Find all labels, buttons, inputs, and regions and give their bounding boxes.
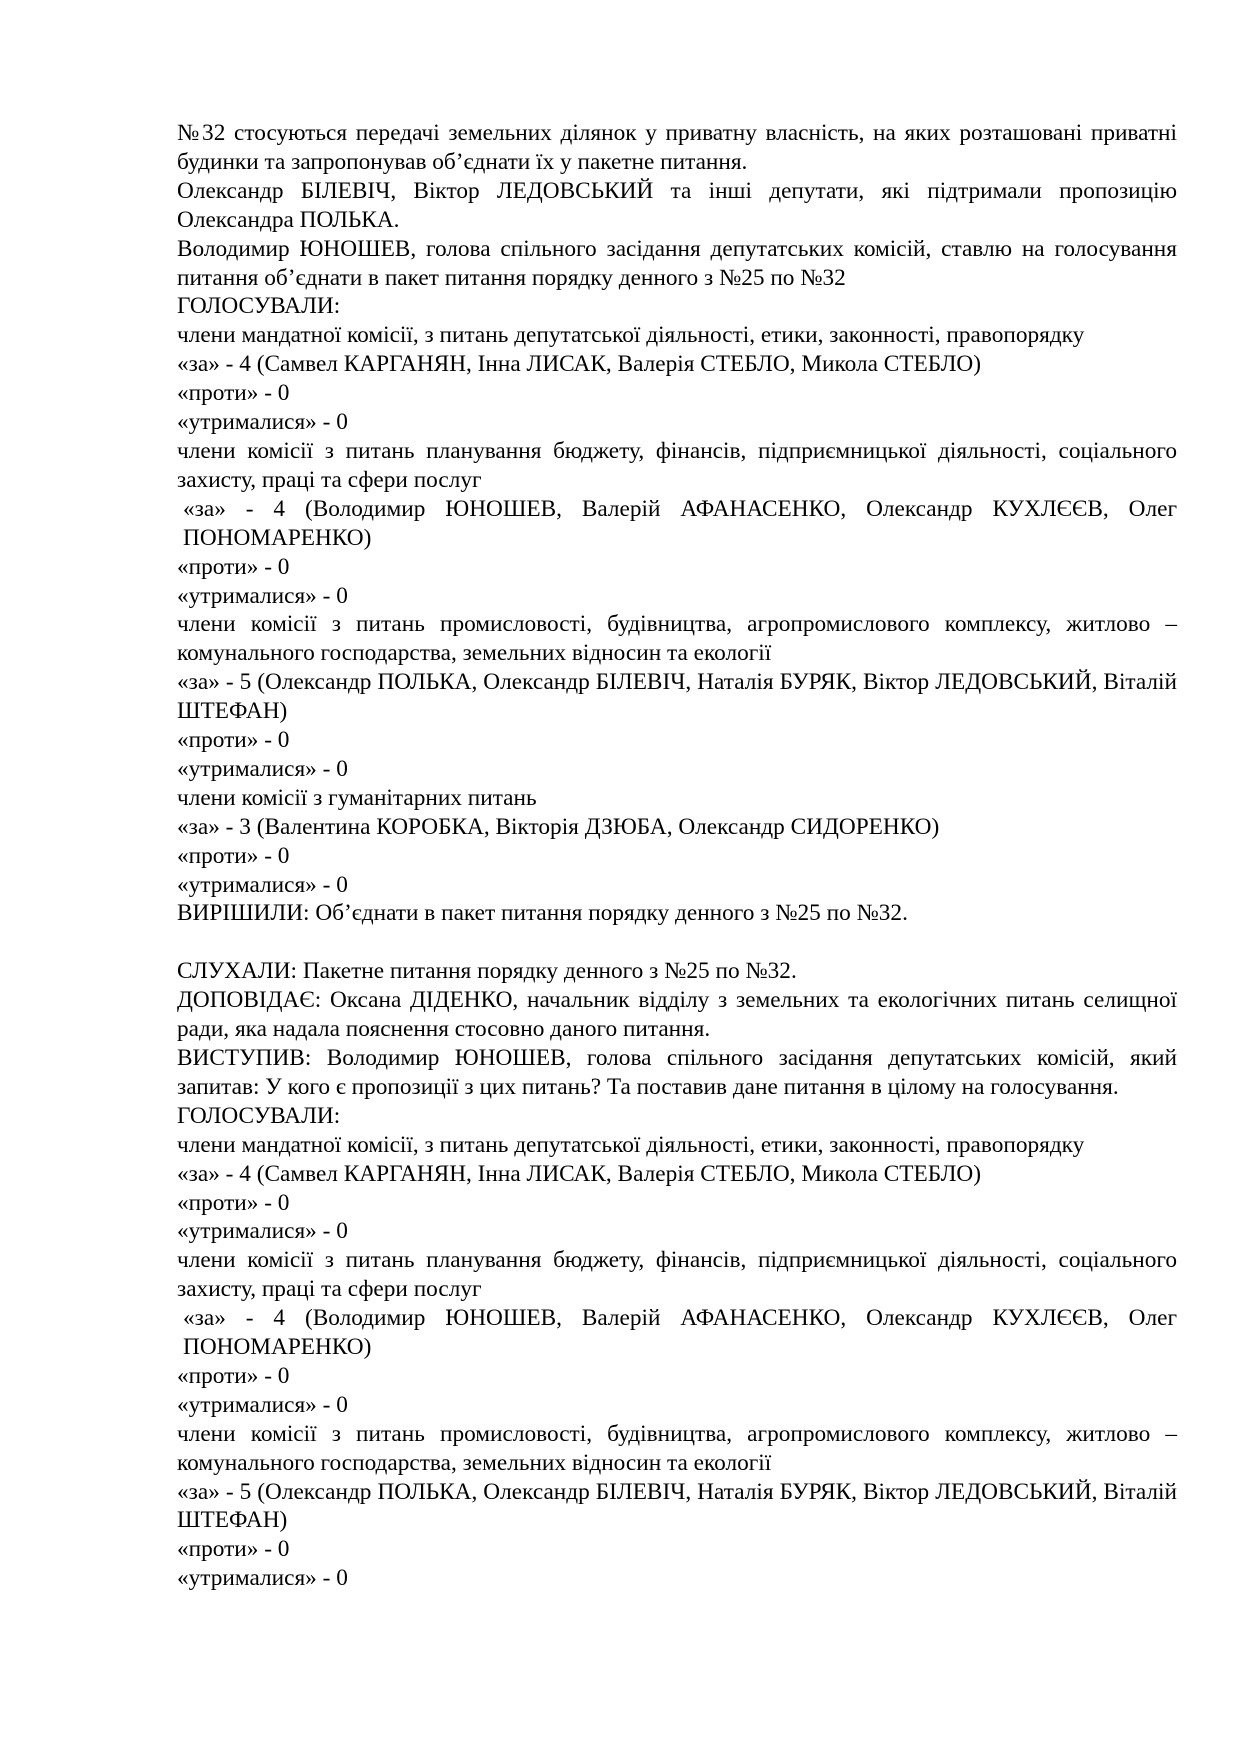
vote-against: «проти» - 0 [177,1189,290,1216]
vote-against: «проти» - 0 [177,727,290,754]
document-page [177,119,1177,1593]
reporter: ДОПОВІДАЄ: Оксана ДІДЕНКО, начальник відділу з земельних та екологічних питань селищної ради, яка надала пояснення стосовно даного питання. [177,987,1177,1043]
voting-heading: ГОЛОСУВАЛИ: [177,293,341,320]
vote-for: «за» - 4 (Володимир ЮНОШЕВ, Валерій АФАНАСЕНКО, Олександр КУХЛЄЄВ, Олег ПОНОМАРЕНКО) [183,1305,1177,1361]
committee-mandate: члени мандатної комісії, з питань депутатської діяльності, етики, законності, правопорядку [177,1131,1085,1158]
paragraph-support: Олександр БІЛЕВІЧ, Віктор ЛЕДОВСЬКИЙ та інші депутати, які підтримали пропозицію Олександра ПОЛЬКА. [177,177,1177,233]
vote-for: «за» - 5 (Олександр ПОЛЬКА, Олександр БІЛЕВІЧ, Наталія БУРЯК, Віктор ЛЕДОВСЬКИЙ, Віталій ШТЕФАН) [177,669,1177,725]
vote-against: «проти» - 0 [177,842,290,869]
paragraph-gap [177,928,1177,957]
speaker: ВИСТУПИВ: Володимир ЮНОШЕВ, голова спільного засідання депутатських комісій, який запитав: У кого є пропозиції з цих питань? Та поставив дане питання в цілому на голосування. [177,1044,1177,1100]
vote-for: «за» - 4 (Самвел КАРГАНЯН, Інна ЛИСАК, Валерія СТЕБЛО, Микола СТЕБЛО) [177,351,981,378]
vote-abstain: «утрималися» - 0 [177,409,348,436]
vote-for: «за» - 5 (Олександр ПОЛЬКА, Олександр БІЛЕВІЧ, Наталія БУРЯК, Віктор ЛЕДОВСЬКИЙ, Віталій ШТЕФАН) [177,1478,1177,1534]
heard-item: СЛУХАЛИ: Пакетне питання порядку денного з №25 по №32. [177,958,797,985]
vote-against: «проти» - 0 [177,1536,290,1563]
vote-abstain: «утрималися» - 0 [177,1218,348,1245]
vote-against: «проти» - 0 [177,553,290,580]
committee-budget: члени комісії з питань планування бюджету, фінансів, підприємницької діяльності, соціального захисту, праці та сфери послуг [177,437,1177,493]
vote-abstain: «утрималися» - 0 [177,755,348,782]
vote-abstain: «утрималися» - 0 [177,582,348,609]
vote-against: «проти» - 0 [177,1362,290,1389]
vote-abstain: «утрималися» - 0 [177,1391,348,1418]
vote-against: «проти» - 0 [177,380,290,407]
vote-abstain: «утрималися» - 0 [177,871,348,898]
voting-heading: ГОЛОСУВАЛИ: [177,1102,341,1129]
committee-mandate: члени мандатної комісії, з питань депутатської діяльності, етики, законності, правопорядку [177,322,1085,349]
vote-for: «за» - 3 (Валентина КОРОБКА, Вікторія ДЗЮБА, Олександр СИДОРЕНКО) [177,813,940,840]
vote-abstain: «утрималися» - 0 [177,1565,348,1592]
committee-humanitarian: члени комісії з гуманітарних питань [177,784,537,811]
committee-industry: члени комісії з питань промисловості, будівництва, агропромислового комплексу, житлово – комунального господарства, земельних відносин та екології [177,611,1177,667]
vote-for: «за» - 4 (Самвел КАРГАНЯН, Інна ЛИСАК, Валерія СТЕБЛО, Микола СТЕБЛО) [177,1160,981,1187]
paragraph-continuation: №32 стосуються передачі земельних ділянок у приватну власність, на яких розташовані приватні будинки та запропонував об’єднати їх у пакетне питання. [177,120,1177,175]
decision: ВИРІШИЛИ: Об’єднати в пакет питання порядку денного з №25 по №32. [177,900,908,927]
committee-industry: члени комісії з питань промисловості, будівництва, агропромислового комплексу, житлово – комунального господарства, земельних відносин та екології [177,1420,1177,1476]
vote-for: «за» - 4 (Володимир ЮНОШЕВ, Валерій АФАНАСЕНКО, Олександр КУХЛЄЄВ, Олег ПОНОМАРЕНКО) [183,495,1177,551]
paragraph-chair-proposal: Володимир ЮНОШЕВ, голова спільного засідання депутатських комісій, ставлю на голосування питання об’єднати в пакет питання порядку денного з №25 по №32 [177,235,1177,291]
committee-budget: члени комісії з питань планування бюджету, фінансів, підприємницької діяльності, соціального захисту, праці та сфери послуг [177,1247,1177,1303]
